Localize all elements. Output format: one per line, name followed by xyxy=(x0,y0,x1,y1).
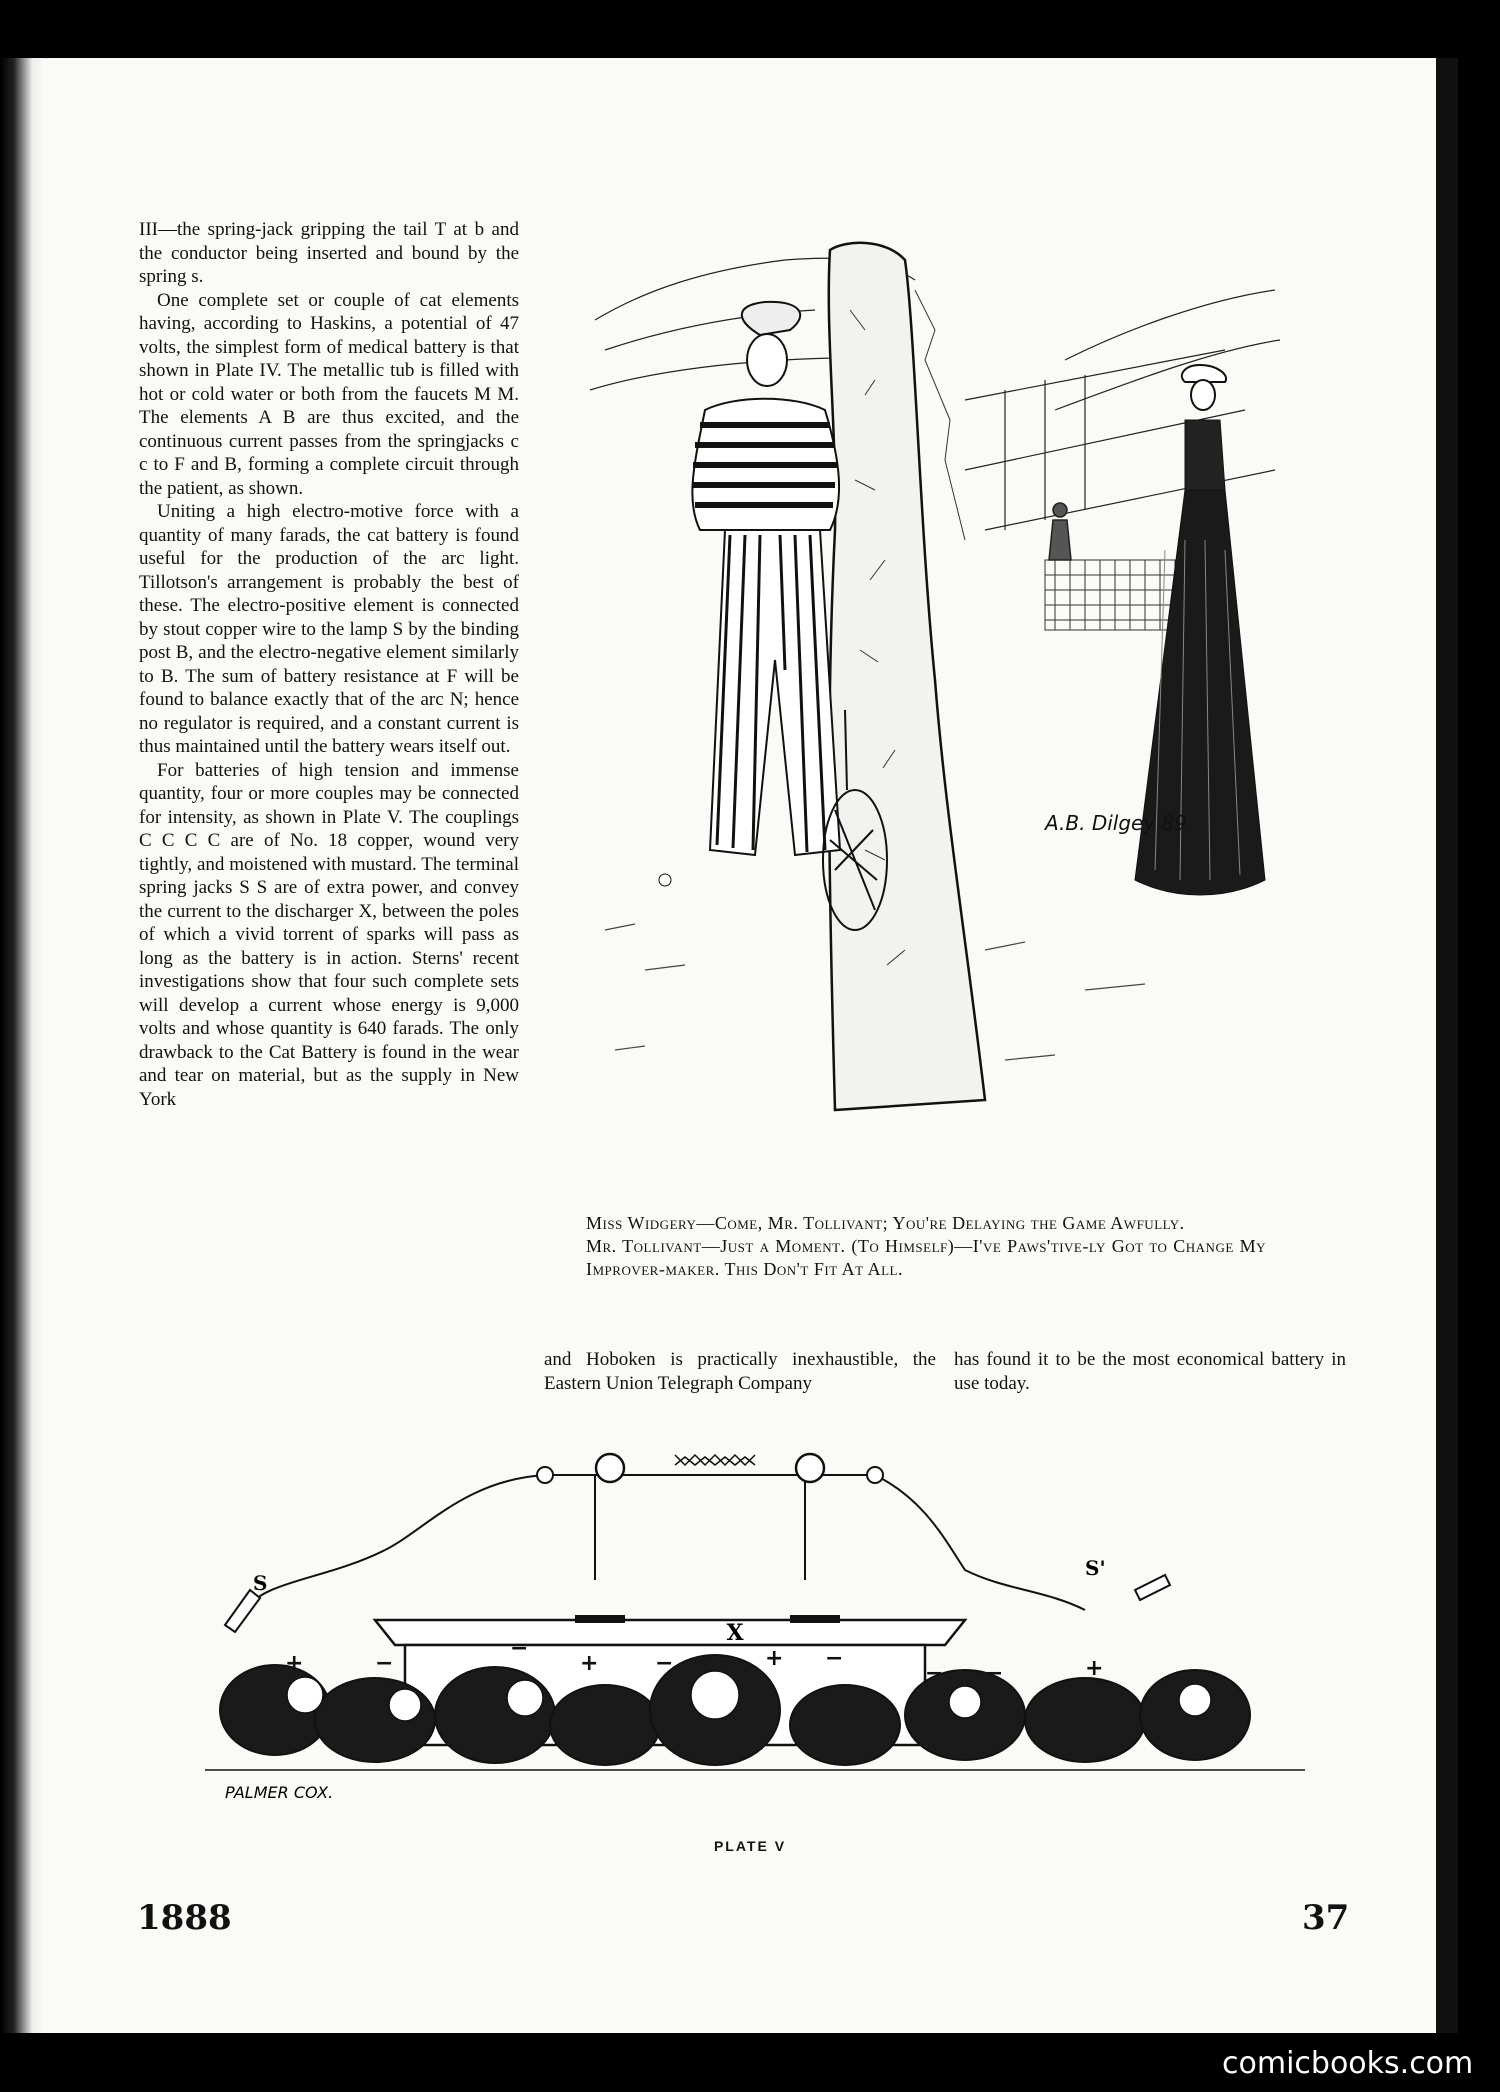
caption-line-1: Miss Widgery—Come, Mr. Tollivant; You're Delaying the Game Awfully. xyxy=(586,1213,1185,1233)
cat-battery-illustration xyxy=(205,1440,1305,1820)
right-paragraph: has found it to be the most economical battery in use today. xyxy=(954,1349,1346,1394)
svg-text:−: − xyxy=(985,1661,1004,1686)
tennis-cartoon-illustration xyxy=(585,230,1285,1190)
plate-label: PLATE V xyxy=(713,1838,787,1854)
illustrator-signature: A.B. Dilgey 89 xyxy=(1045,811,1188,835)
svg-text:−: − xyxy=(510,1636,529,1661)
man-figure xyxy=(692,302,840,855)
left-text-column xyxy=(139,218,519,1111)
cartoon-caption xyxy=(586,1212,1266,1281)
label-x: X xyxy=(726,1620,744,1646)
middle-paragraph: and Hoboken is practically inexhaustible, the Eastern Union Telegraph Company xyxy=(544,1349,936,1394)
label-s-left: S xyxy=(253,1571,268,1595)
svg-text:+: + xyxy=(765,1646,784,1671)
left-page-curl xyxy=(0,58,46,2033)
page-number: 37 xyxy=(1302,1898,1350,1938)
page-edge-shadow xyxy=(1436,58,1458,2033)
svg-text:−: − xyxy=(375,1651,394,1676)
caption-line-2: Mr. Tollivant—Just a Moment. (To Himself)—I've Paws'tive-ly Got to Change My Improver-maker. This Don't Fit At All. xyxy=(586,1236,1266,1279)
paragraph-1: III—the spring-jack gripping the tail T at b and the conductor being inserted and bound by the spring s. xyxy=(139,219,519,287)
svg-text:+: + xyxy=(1085,1656,1104,1681)
plate-signature: PALMER COX. xyxy=(225,1783,334,1802)
paragraph-4: For batteries of high tension and immense quantity, four or more couples may be connected for intensity, as shown in Plate V. The couplings C C C C are of No. 18 copper, wound very tightly, and moistened with mustard. The terminal spring jacks S S are of extra power, and convey the current to the discharger X, between the poles of which a vivid torrent of sparks will pass as long as the battery is in action. Sterns' recent investigations show that four such complete sets will develop a current whose energy is 9,000 volts and whose quantity is 640 farads. The only drawback to the Cat Battery is found in the wear and tear on material, but as the supply in New York xyxy=(139,759,519,1110)
site-watermark: comicbooks.com xyxy=(1222,2046,1474,2081)
right-text-column xyxy=(954,1348,1346,1395)
label-s-right: S' xyxy=(1085,1556,1106,1580)
spark-discharge xyxy=(675,1455,755,1465)
svg-text:+: + xyxy=(285,1651,304,1676)
paragraph-2: One complete set or couple of cat elements having, according to Haskins, a potential of 47 volts, the simplest form of medical battery is that shown in Plate IV. The metallic tub is filled with hot or cold water or both from the faucets M M. The elements A B are thus excited, and the continuous current passes from the springjacks c c to F and B, forming a complete circuit through the patient, as shown. xyxy=(139,289,519,499)
tree-trunk xyxy=(829,243,985,1110)
svg-text:−: − xyxy=(825,1646,844,1671)
middle-text-column xyxy=(544,1348,936,1395)
footer-year: 1888 xyxy=(137,1898,232,1938)
paragraph-3: Uniting a high electro-motive force with a quantity of many farads, the cat battery is found useful for the production of the arc light. Tillotson's arrangement is probably the best of these. The electro-positive element is connected by stout copper wire to the lamp S by the binding post B, and the electro-negative element similarly to B. The sum of battery resistance at F will be found to balance exactly that of the arc N; hence no regulator is required, and a constant current is thus maintained until the battery wears itself out. xyxy=(139,501,519,757)
svg-text:+: + xyxy=(580,1651,599,1676)
svg-text:−: − xyxy=(925,1661,944,1686)
svg-text:−: − xyxy=(655,1651,674,1676)
